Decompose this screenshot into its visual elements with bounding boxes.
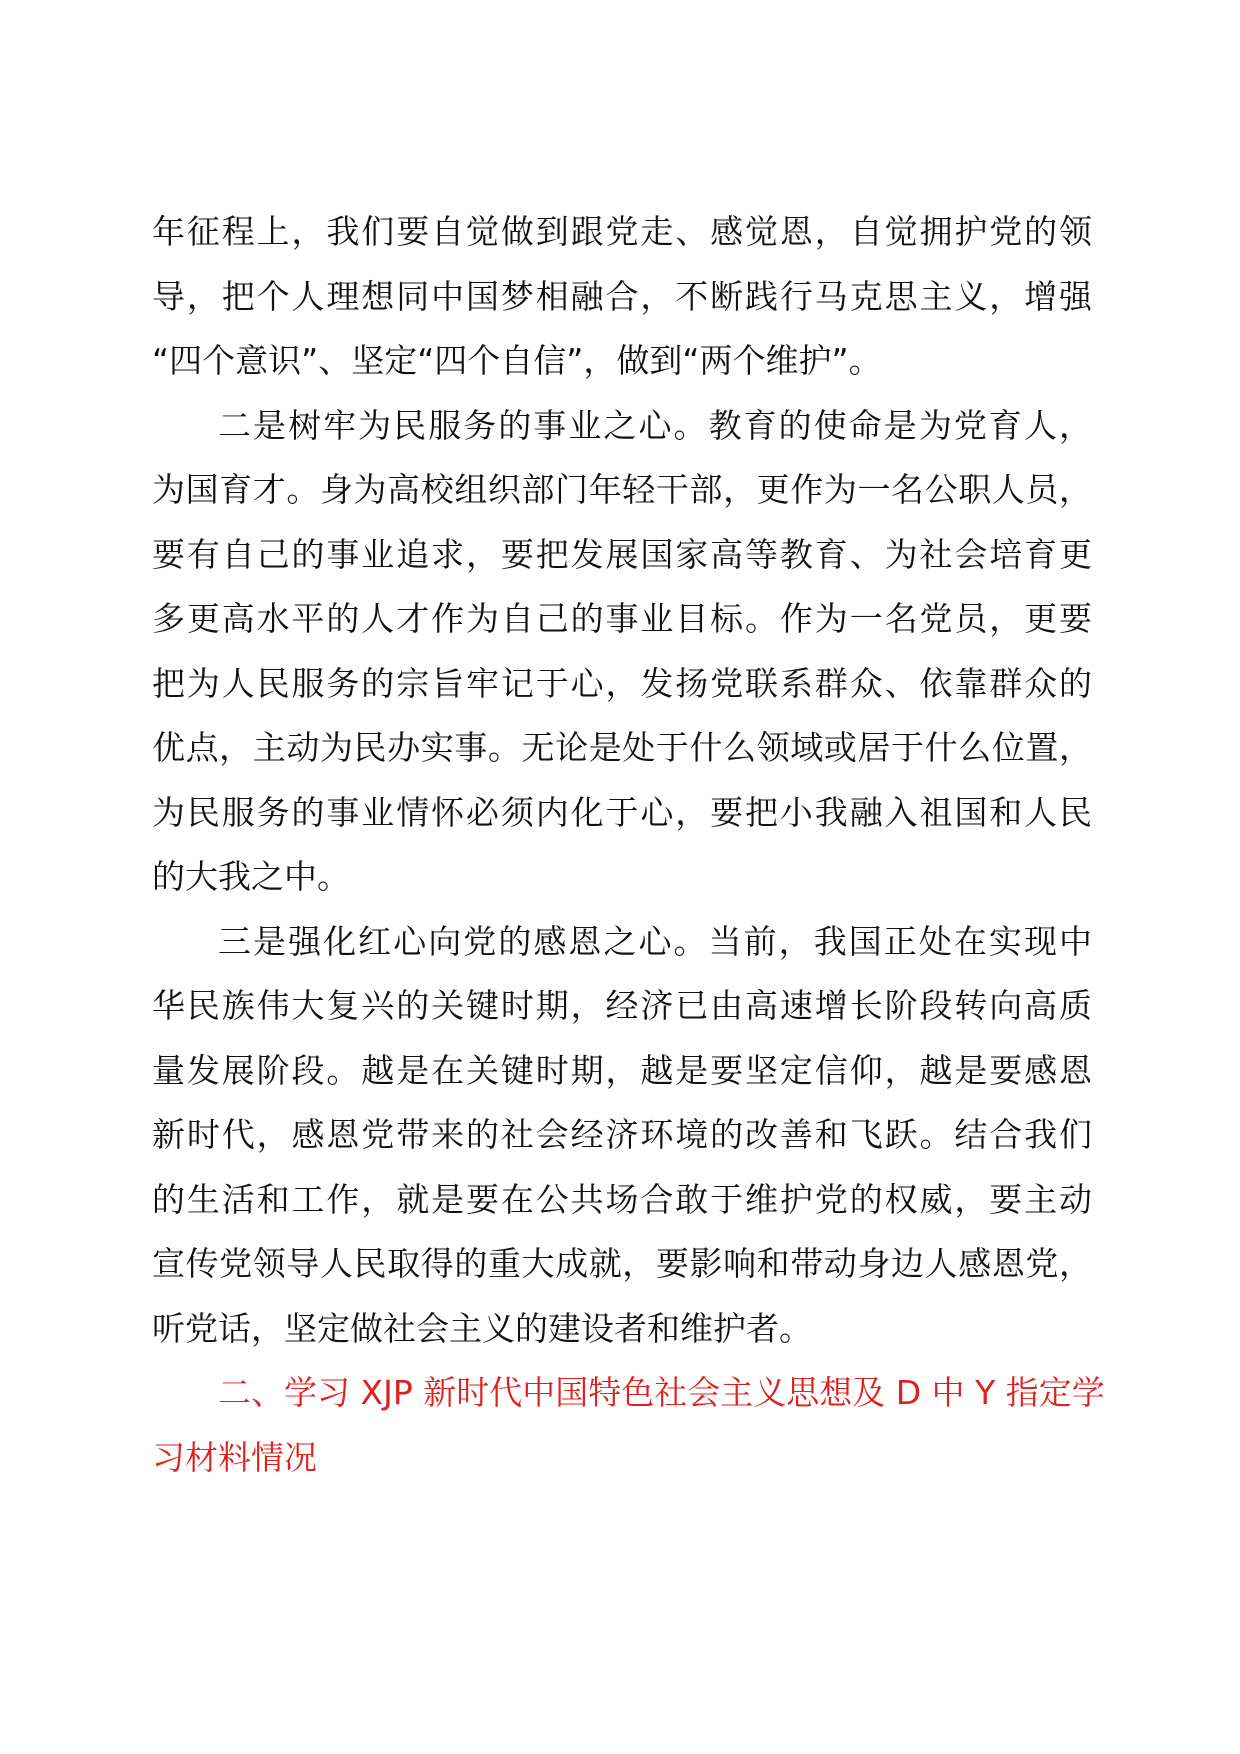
text-line: 优点，主动为民办实事。无论是处于什么领域或居于什么位置，	[152, 728, 1092, 767]
text-line: 宣传党领导人民取得的重大成就，要影响和带动身边人感恩党，	[152, 1244, 1092, 1283]
text-line: 新时代，感恩党带来的社会经济环境的改善和飞跃。结合我们	[152, 1115, 1092, 1154]
text-line: 年征程上，我们要自觉做到跟党走、感觉恩，自觉拥护党的领	[152, 212, 1092, 251]
text-line: “四个意识”、坚定“四个自信”，做到“两个维护”。	[152, 341, 882, 380]
text-line: 导，把个人理想同中国梦相融合，不断践行马克思主义，增强	[152, 276, 1092, 316]
page-body	[152, 200, 1105, 1490]
paragraph-point-three	[152, 910, 1092, 1362]
text-line: 的生活和工作，就是要在公共场合敢于维护党的权威，要主动	[152, 1179, 1092, 1219]
text-line: 听党话，坚定做社会主义的建设者和维护者。	[152, 1308, 812, 1348]
text-line: 为民服务的事业情怀必须内化于心，要把小我融入祖国和人民	[152, 792, 1092, 832]
paragraph-continuation	[152, 200, 1092, 394]
heading-line: 习材料情况	[152, 1437, 317, 1477]
text-line: 把为人民服务的宗旨牢记于心，发扬党联系群众、依靠群众的	[152, 663, 1092, 703]
text-line: 量发展阶段。越是在关键时期，越是要坚定信仰，越是要感恩	[152, 1050, 1092, 1090]
text-line: 为国育才。身为高校组织部门年轻干部，更作为一名公职人员，	[152, 470, 1092, 509]
paragraph-point-two	[152, 394, 1092, 910]
text-line: 华民族伟大复兴的关键时期，经济已由高速增长阶段转向高质	[152, 986, 1092, 1025]
text-line: 多更高水平的人才作为自己的事业目标。作为一名党员，更要	[152, 599, 1092, 638]
text-line: 要有自己的事业追求，要把发展国家高等教育、为社会培育更	[152, 534, 1092, 574]
section-heading	[152, 1361, 1105, 1490]
text-line: 二是树牢为民服务的事业之心。教育的使命是为党育人，	[218, 405, 1092, 445]
text-line: 的大我之中。	[152, 857, 350, 896]
text-line: 三是强化红心向党的感恩之心。当前，我国正处在实现中	[218, 921, 1092, 961]
heading-line: 二、学习 XJP 新时代中国特色社会主义思想及 D 中 Y 指定学	[218, 1373, 1105, 1412]
